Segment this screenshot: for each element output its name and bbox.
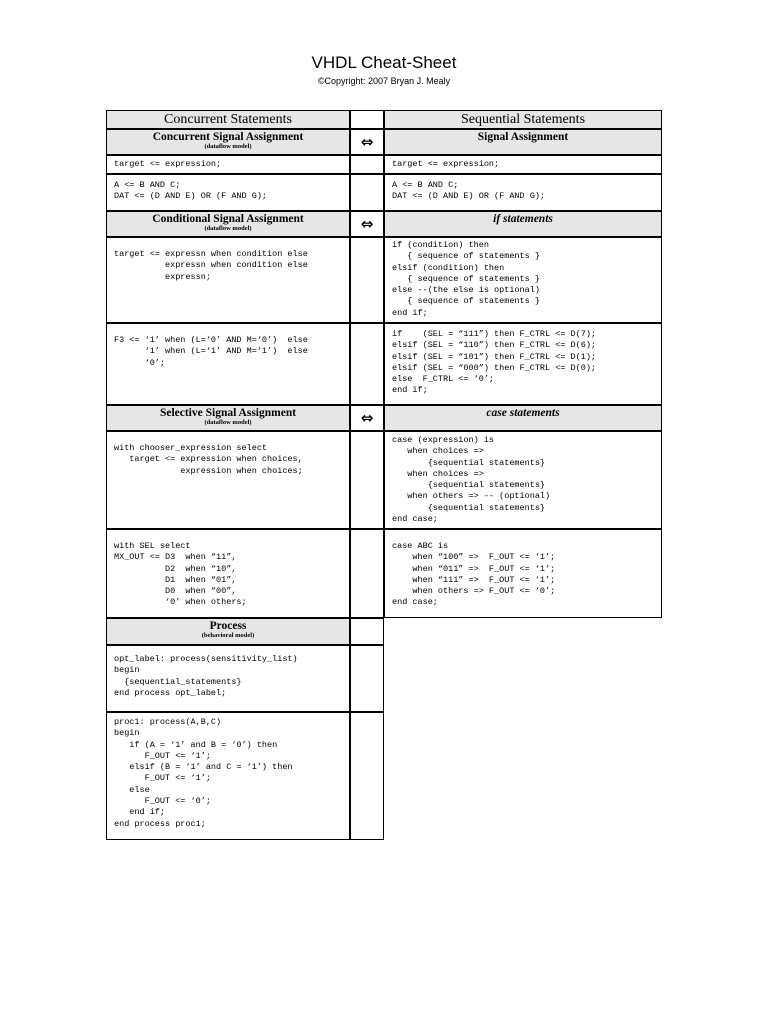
case-example-cell <box>384 529 662 618</box>
page-title: VHDL Cheat-Sheet <box>311 53 457 72</box>
sel-syntax-cell <box>106 431 350 529</box>
sa-syntax-cell <box>384 155 662 174</box>
csa-syntax-cell <box>106 155 350 174</box>
spacer-cell <box>350 237 384 323</box>
spacer-cell <box>350 431 384 529</box>
if-syntax-code: if (condition) then { sequence of statements } elsif (condition) then { sequence of statements } else --(the else is optional) { sequence of statements } end if; <box>392 240 540 318</box>
spacer-cell <box>350 618 384 645</box>
case-syntax-cell <box>384 431 662 529</box>
cond-subtitle: (dataflow model) <box>204 225 252 232</box>
if-syntax-cell <box>384 237 662 323</box>
proc-example-cell <box>106 712 350 840</box>
case-syntax-code: case (expression) is when choices => {sequential statements} when choices => {sequential statements} when others => -- (optional) {sequential statements} end case; <box>392 435 551 525</box>
spacer-cell <box>350 712 384 840</box>
sa-syntax-code: target <= expression; <box>392 159 500 169</box>
csa-subtitle: (dataflow model) <box>204 143 252 150</box>
sa-title: Signal Assignment <box>477 131 569 143</box>
proc-subtitle: (behavioral model) <box>201 632 255 639</box>
case-section-header <box>384 405 662 431</box>
equivalence-arrow-icon: ⇔ <box>350 211 384 237</box>
if-title: if statements <box>493 213 553 225</box>
equivalence-arrow-icon: ⇔ <box>350 405 384 431</box>
cond-title: Conditional Signal Assignment <box>152 213 304 225</box>
sel-title: Selective Signal Assignment <box>159 407 297 419</box>
cond-syntax-code: target <= expressn when condition else expressn when condition else expressn; <box>114 249 308 282</box>
csa-title: Concurrent Signal Assignment <box>152 131 304 143</box>
cond-example-code: F3 <= ‘1’ when (L=‘0’ AND M=‘0’) else ‘1’ when (L=‘1’ AND M=‘1’) else ‘0’; <box>114 335 308 368</box>
spacer-cell <box>350 155 384 174</box>
sel-example-code: with SEL select MX_OUT <= D3 when “11”, D2 when “10”, D1 when “01”, D0 when “00”, ‘0’ when others; <box>114 541 247 608</box>
sel-syntax-code: with chooser_expression select target <= expression when choices, expression when choices; <box>114 443 303 476</box>
csa-section-header <box>106 129 350 155</box>
cond-example-cell <box>106 323 350 405</box>
csa-example-cell <box>106 174 350 211</box>
csa-example-code: A <= B AND C; DAT <= (D AND E) OR (F AND G); <box>114 180 268 202</box>
sa-example-code: A <= B AND C; DAT <= (D AND E) OR (F AND G); <box>392 180 546 202</box>
sel-section-header <box>106 405 350 431</box>
concurrent-header: Concurrent Statements <box>106 110 350 129</box>
cond-syntax-cell <box>106 237 350 323</box>
equivalence-arrow-icon: ⇔ <box>350 129 384 155</box>
spacer-cell <box>350 529 384 618</box>
csa-syntax-code: target <= expression; <box>114 159 222 169</box>
proc-syntax-code: opt_label: process(sensitivity_list) begin {sequential_statements} end process opt_label; <box>114 654 298 698</box>
sa-section-header <box>384 129 662 155</box>
if-example-code: if (SEL = “111”) then F_CTRL <= D(7); elsif (SEL = “110”) then F_CTRL <= D(6); elsif (SEL = “101”) then F_CTRL <= D(1); elsif (SEL = “000”) then F_CTRL <= D(0); else F_CTRL <= ‘0’; end if; <box>392 329 597 396</box>
sel-subtitle: (dataflow model) <box>204 419 252 426</box>
case-example-code: case ABC is when “100” => F_OUT <= ‘1’; when “011” => F_OUT <= ‘1’; when “111” => F_OUT <= ‘1’; when others => F_OUT <= ‘0’; end case; <box>392 541 556 608</box>
case-title: case statements <box>486 407 560 419</box>
proc-syntax-cell <box>106 645 350 712</box>
spacer-cell <box>350 174 384 211</box>
spacer-cell <box>350 645 384 712</box>
if-example-cell <box>384 323 662 405</box>
sequential-header: Sequential Statements <box>384 110 662 129</box>
proc-section-header <box>106 618 350 645</box>
copyright-line: ©Copyright: 2007 Bryan J. Mealy <box>317 76 451 86</box>
sel-example-cell <box>106 529 350 618</box>
proc-example-code: proc1: process(A,B,C) begin if (A = ‘1’ and B = ‘0’) then F_OUT <= ‘1’; elsif (B = ‘1’ and C = ‘1’) then F_OUT <= ‘1’; else F_OUT <= ‘0’; end if; end process proc1; <box>114 717 293 829</box>
proc-title: Process <box>209 620 247 632</box>
sa-example-cell <box>384 174 662 211</box>
header-spacer <box>350 110 384 129</box>
if-section-header <box>384 211 662 237</box>
spacer-cell <box>350 323 384 405</box>
cond-section-header <box>106 211 350 237</box>
